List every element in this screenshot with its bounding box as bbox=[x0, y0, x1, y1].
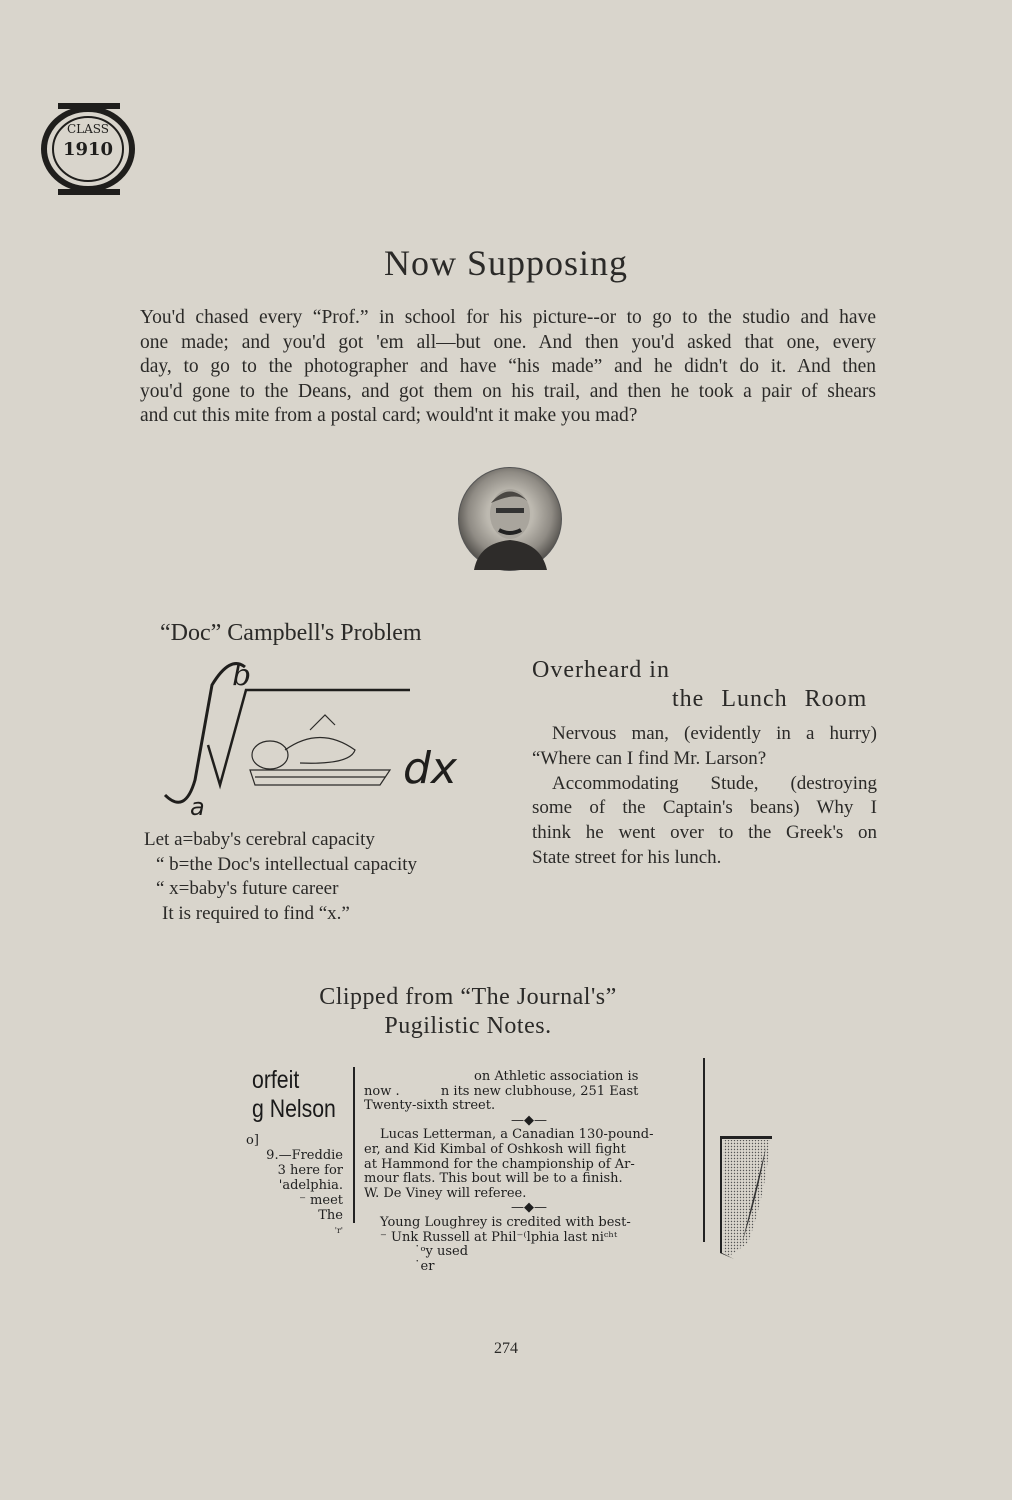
definition-line: It is required to find “x.” bbox=[162, 902, 350, 924]
portrait-photo bbox=[458, 467, 562, 571]
integral-illustration bbox=[150, 655, 457, 821]
svg-text:CLASS: CLASS bbox=[66, 122, 110, 136]
news-line: ˙er bbox=[414, 1258, 435, 1274]
overheard-title-2: the Lunch Room bbox=[672, 686, 868, 712]
overheard-body bbox=[532, 722, 877, 871]
news-line: Twenty-sixth street. bbox=[364, 1098, 496, 1114]
clipping-halftone-image bbox=[718, 1133, 774, 1259]
fragment-line: 9.—Freddie bbox=[266, 1148, 343, 1163]
intro-line: you'd gone to the Deans, and got them on his trail, and then he took a pair of shears bbox=[140, 380, 876, 402]
fragment-line: The bbox=[318, 1208, 343, 1223]
clipping-headline: orfeit bbox=[252, 1066, 300, 1094]
class-1910-logo bbox=[40, 103, 136, 195]
fragment-line: 'adelphia. bbox=[278, 1178, 343, 1193]
intro-paragraph bbox=[140, 306, 876, 429]
clipping-title-line: Pugilistic Notes. bbox=[384, 1013, 552, 1039]
news-line: Young Loughrey is credited with best- bbox=[380, 1214, 631, 1230]
column-rule bbox=[703, 1058, 705, 1242]
news-line: now . n its new clubhouse, 251 East bbox=[364, 1083, 639, 1099]
clipping-headline: g Nelson bbox=[252, 1095, 336, 1123]
fragment-line: o] bbox=[246, 1133, 259, 1148]
clipping-middle-column bbox=[364, 1070, 694, 1274]
svg-text:a: a bbox=[190, 793, 205, 821]
news-line: ⁻ Unk Russell at Phil⁻⁽lphia last niᶜʰᵗ bbox=[380, 1229, 618, 1245]
intro-line: one made; and you'd got 'em all—but one. And then you'd asked that one, every bbox=[140, 331, 876, 353]
overheard-line: some of the Captain's beans) Why I bbox=[532, 797, 877, 819]
fragment-line: 3 here for bbox=[277, 1163, 343, 1178]
overheard-line: State street for his lunch. bbox=[532, 846, 722, 868]
intro-line: day, to go to the photographer and have “his made” and he didn't do it. And then bbox=[140, 356, 876, 378]
intro-line: and cut this mite from a postal card; would'nt it make you mad? bbox=[140, 405, 638, 427]
news-line: ˙ᵒy used bbox=[414, 1244, 469, 1260]
news-line: mour flats. This bout will be to a finish. bbox=[364, 1171, 623, 1187]
fragment-line: 'r' bbox=[334, 1226, 343, 1235]
page-title: Now Supposing bbox=[383, 243, 629, 283]
clipping-title bbox=[0, 983, 936, 1041]
doc-problem-definitions bbox=[144, 828, 417, 926]
news-line: W. De Viney will referee. bbox=[364, 1185, 527, 1201]
baby-drawing-icon bbox=[250, 715, 390, 785]
news-line: er, and Kid Kimbal of Oshkosh will fight bbox=[364, 1141, 626, 1157]
svg-text:b: b bbox=[232, 658, 252, 693]
news-line: Lucas Letterman, a Canadian 130-pound- bbox=[380, 1127, 654, 1143]
doc-problem-title: “Doc” Campbell's Problem bbox=[160, 620, 422, 646]
svg-text:1910: 1910 bbox=[62, 139, 114, 160]
svg-text:dx: dx bbox=[403, 743, 457, 794]
fragment-line: ⁻ meet bbox=[299, 1193, 343, 1208]
column-rule bbox=[353, 1067, 355, 1223]
separator: —◆— bbox=[511, 1200, 547, 1216]
news-line: on Athletic association is bbox=[474, 1069, 639, 1084]
overheard-line: “Where can I find Mr. Larson? bbox=[532, 747, 767, 769]
clipping-left-column bbox=[252, 1066, 351, 1124]
overheard-line: Nervous man, (evidently in a hurry) bbox=[552, 723, 877, 744]
definition-line: “ x=baby's future career bbox=[156, 878, 339, 899]
overheard-line: Accommodating Stude, (destroying bbox=[552, 772, 877, 794]
intro-line: You'd chased every “Prof.” in school for his picture--or to go to the studio and have bbox=[140, 307, 876, 328]
definition-line: Let a=baby's cerebral capacity bbox=[144, 829, 375, 850]
overheard-line: think he went over to the Greek's on bbox=[532, 822, 877, 844]
definition-line: “ b=the Doc's intellectual capacity bbox=[156, 853, 418, 875]
separator: —◆— bbox=[511, 1112, 547, 1128]
news-line: at Hammond for the championship of Ar- bbox=[364, 1156, 635, 1172]
clipping-left-fragments bbox=[246, 1133, 343, 1238]
clipping-title-line: Clipped from “The Journal's” bbox=[319, 984, 617, 1010]
page-number: 274 bbox=[494, 1340, 518, 1357]
overheard-title: Overheard in bbox=[532, 657, 670, 683]
